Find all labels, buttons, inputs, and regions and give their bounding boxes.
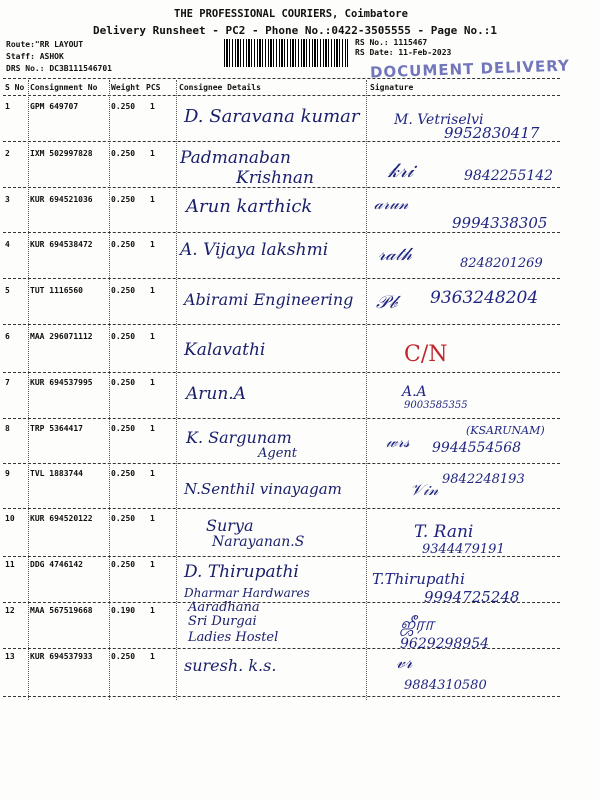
consignee-name: N.Senthil vinayagam bbox=[184, 480, 342, 498]
row-weight: 0.250 bbox=[111, 332, 136, 341]
col-signature: Signature bbox=[370, 83, 414, 92]
signature-phone: 9994338305 bbox=[452, 214, 548, 232]
consignee-name: Abirami Engineering bbox=[184, 290, 354, 309]
row-sno: 5 bbox=[5, 286, 10, 295]
table-top-rule bbox=[3, 78, 560, 79]
consignee-name: suresh. k.s. bbox=[184, 656, 277, 675]
row-rule bbox=[3, 278, 560, 279]
row-weight: 0.250 bbox=[111, 652, 136, 661]
signature-phone: 9363248204 bbox=[430, 288, 539, 308]
document-delivery-stamp: DOCUMENT DELIVERY bbox=[369, 56, 571, 82]
company-name: THE PROFESSIONAL COURIERS, Coimbatore bbox=[174, 8, 408, 20]
row-weight: 0.250 bbox=[111, 560, 136, 569]
signature-phone: 9944554568 bbox=[432, 440, 522, 456]
col-consignee: Consignee Details bbox=[179, 83, 261, 92]
signature-mark: 𝓋𝓇 bbox=[396, 652, 413, 673]
row-rule bbox=[3, 372, 560, 373]
row-consignment: MAA 567519668 bbox=[30, 606, 93, 615]
row-weight: 0.250 bbox=[111, 424, 136, 433]
row-rule bbox=[3, 508, 560, 509]
consignee-name: D. Thirupathi bbox=[184, 562, 299, 582]
row-sno: 1 bbox=[5, 102, 10, 111]
row-pcs: 1 bbox=[150, 424, 155, 433]
row-consignment: KUR 694538472 bbox=[30, 240, 93, 249]
row-rule bbox=[3, 648, 560, 649]
row-rule bbox=[3, 556, 560, 557]
row-consignment: KUR 694520122 bbox=[30, 514, 93, 523]
col-pcs: PCS bbox=[146, 83, 161, 92]
signature-mark: 𝓇𝒶𝓉𝒽 bbox=[378, 244, 412, 265]
signature-name: T.Thirupathi bbox=[372, 570, 465, 588]
row-rule bbox=[3, 602, 560, 603]
consignee-name: Narayanan.S bbox=[212, 534, 305, 550]
row-rule bbox=[3, 232, 560, 233]
row-consignment: TVL 1883744 bbox=[30, 469, 83, 478]
row-weight: 0.250 bbox=[111, 378, 136, 387]
signature-phone: 9842255142 bbox=[464, 168, 554, 184]
signature-phone: 9003585355 bbox=[404, 400, 468, 411]
consignee-name: Agent bbox=[258, 446, 297, 461]
consignee-name: A. Vijaya lakshmi bbox=[180, 240, 329, 260]
consignee-name: K. Sargunam bbox=[186, 428, 292, 447]
col-consignment: Consignment No bbox=[30, 83, 98, 92]
consignee-name: Aaradhana bbox=[188, 600, 260, 615]
consignee-name: Ladies Hostel bbox=[188, 630, 279, 645]
row-sno: 13 bbox=[5, 652, 15, 661]
row-pcs: 1 bbox=[150, 102, 155, 111]
row-sno: 9 bbox=[5, 469, 10, 478]
rs-date: RS Date: 11-Feb-2023 bbox=[355, 48, 452, 57]
row-weight: 0.250 bbox=[111, 149, 136, 158]
row-rule bbox=[3, 141, 560, 142]
divider bbox=[366, 80, 367, 700]
row-sno: 3 bbox=[5, 195, 10, 204]
row-sno: 6 bbox=[5, 332, 10, 341]
row-consignment: KUR 694521036 bbox=[30, 195, 93, 204]
col-weight: Weight bbox=[111, 83, 140, 92]
row-pcs: 1 bbox=[150, 195, 155, 204]
row-pcs: 1 bbox=[150, 149, 155, 158]
divider bbox=[176, 80, 177, 700]
row-pcs: 1 bbox=[150, 378, 155, 387]
runsheet-title: Delivery Runsheet - PC2 - Phone No.:0422-3505555 - Page No.:1 bbox=[93, 24, 497, 37]
row-consignment: KUR 694537933 bbox=[30, 652, 93, 661]
consignee-name: Arun.A bbox=[186, 384, 246, 404]
signature-phone: 9344479191 bbox=[422, 542, 505, 557]
row-consignment: DDG 4746142 bbox=[30, 560, 83, 569]
row-sno: 10 bbox=[5, 514, 15, 523]
row-sno: 12 bbox=[5, 606, 15, 615]
row-weight: 0.250 bbox=[111, 514, 136, 523]
row-consignment: TUT 1116560 bbox=[30, 286, 83, 295]
row-pcs: 1 bbox=[150, 332, 155, 341]
row-rule bbox=[3, 187, 560, 188]
signature-mark: 𝓌𝓇𝓈 bbox=[386, 432, 410, 451]
row-weight: 0.250 bbox=[111, 102, 136, 111]
signature-mark: ஜீரா bbox=[400, 614, 434, 635]
row-consignment: TRP 5364417 bbox=[30, 424, 83, 433]
consignee-name: Dharmar Hardwares bbox=[184, 586, 310, 600]
row-pcs: 1 bbox=[150, 514, 155, 523]
row-weight: 0.250 bbox=[111, 195, 136, 204]
consignee-name: D. Saravana kumar bbox=[184, 106, 360, 127]
barcode bbox=[224, 39, 348, 67]
row-pcs: 1 bbox=[150, 652, 155, 661]
rs-number: RS No.: 1115467 bbox=[355, 38, 428, 47]
row-weight: 0.250 bbox=[111, 286, 136, 295]
row-rule bbox=[3, 418, 560, 419]
signature-mark: 𝒫𝒷 bbox=[376, 292, 397, 313]
row-weight: 0.250 bbox=[111, 240, 136, 249]
row-consignment: KUR 694537995 bbox=[30, 378, 93, 387]
signature-mark: 𝒱𝒾𝓃 bbox=[410, 480, 439, 499]
row-rule bbox=[3, 696, 560, 697]
row-consignment: MAA 296071112 bbox=[30, 332, 93, 341]
table-header-rule bbox=[3, 95, 560, 96]
row-consignment: IXM 502997828 bbox=[30, 149, 93, 158]
drs-number: DRS No.: DC3B111546701 bbox=[6, 64, 112, 73]
row-rule bbox=[3, 463, 560, 464]
signature-phone: 9884310580 bbox=[404, 678, 487, 693]
signature-phone: 9994725248 bbox=[424, 588, 520, 606]
row-pcs: 1 bbox=[150, 606, 155, 615]
row-pcs: 1 bbox=[150, 560, 155, 569]
row-pcs: 1 bbox=[150, 469, 155, 478]
row-consignment: GPM 649707 bbox=[30, 102, 79, 111]
staff-label: Staff: ASHOK bbox=[6, 52, 64, 61]
signature-name: T. Rani bbox=[414, 522, 474, 542]
row-sno: 11 bbox=[5, 560, 15, 569]
signature-mark: 𝓀𝓇𝒾 bbox=[388, 158, 414, 182]
row-rule bbox=[3, 324, 560, 325]
signature-phone: 9842248193 bbox=[442, 472, 525, 487]
consignee-name: Surya bbox=[206, 516, 254, 535]
row-weight: 0.190 bbox=[111, 606, 136, 615]
signature-mark: 𝒶𝓇𝓊𝓃 bbox=[374, 194, 409, 213]
consignee-name: Sri Durgai bbox=[188, 614, 257, 629]
divider bbox=[28, 80, 29, 700]
row-pcs: 1 bbox=[150, 240, 155, 249]
signature-phone: 8248201269 bbox=[460, 256, 543, 271]
signature-name: A.A bbox=[402, 384, 427, 400]
route-label: Route:"RR LAYOUT bbox=[6, 40, 84, 49]
row-sno: 2 bbox=[5, 149, 10, 158]
consignee-name: Padmanaban bbox=[180, 148, 291, 168]
row-sno: 7 bbox=[5, 378, 10, 387]
signature-name: (KSARUNAM) bbox=[466, 424, 545, 437]
divider bbox=[109, 80, 110, 700]
signature-phone: 9952830417 bbox=[444, 124, 540, 142]
consignee-name: Arun karthick bbox=[186, 196, 313, 217]
col-sno: S No bbox=[5, 83, 25, 92]
row-sno: 8 bbox=[5, 424, 10, 433]
row-pcs: 1 bbox=[150, 286, 155, 295]
consignee-name: Kalavathi bbox=[184, 340, 266, 360]
consignee-name: Krishnan bbox=[236, 168, 314, 188]
row-sno: 4 bbox=[5, 240, 10, 249]
signature-note: C/N bbox=[404, 342, 448, 367]
signature-name: M. Vetriselvi bbox=[394, 112, 484, 128]
row-weight: 0.250 bbox=[111, 469, 136, 478]
signature-phone: 9629298954 bbox=[400, 636, 490, 652]
